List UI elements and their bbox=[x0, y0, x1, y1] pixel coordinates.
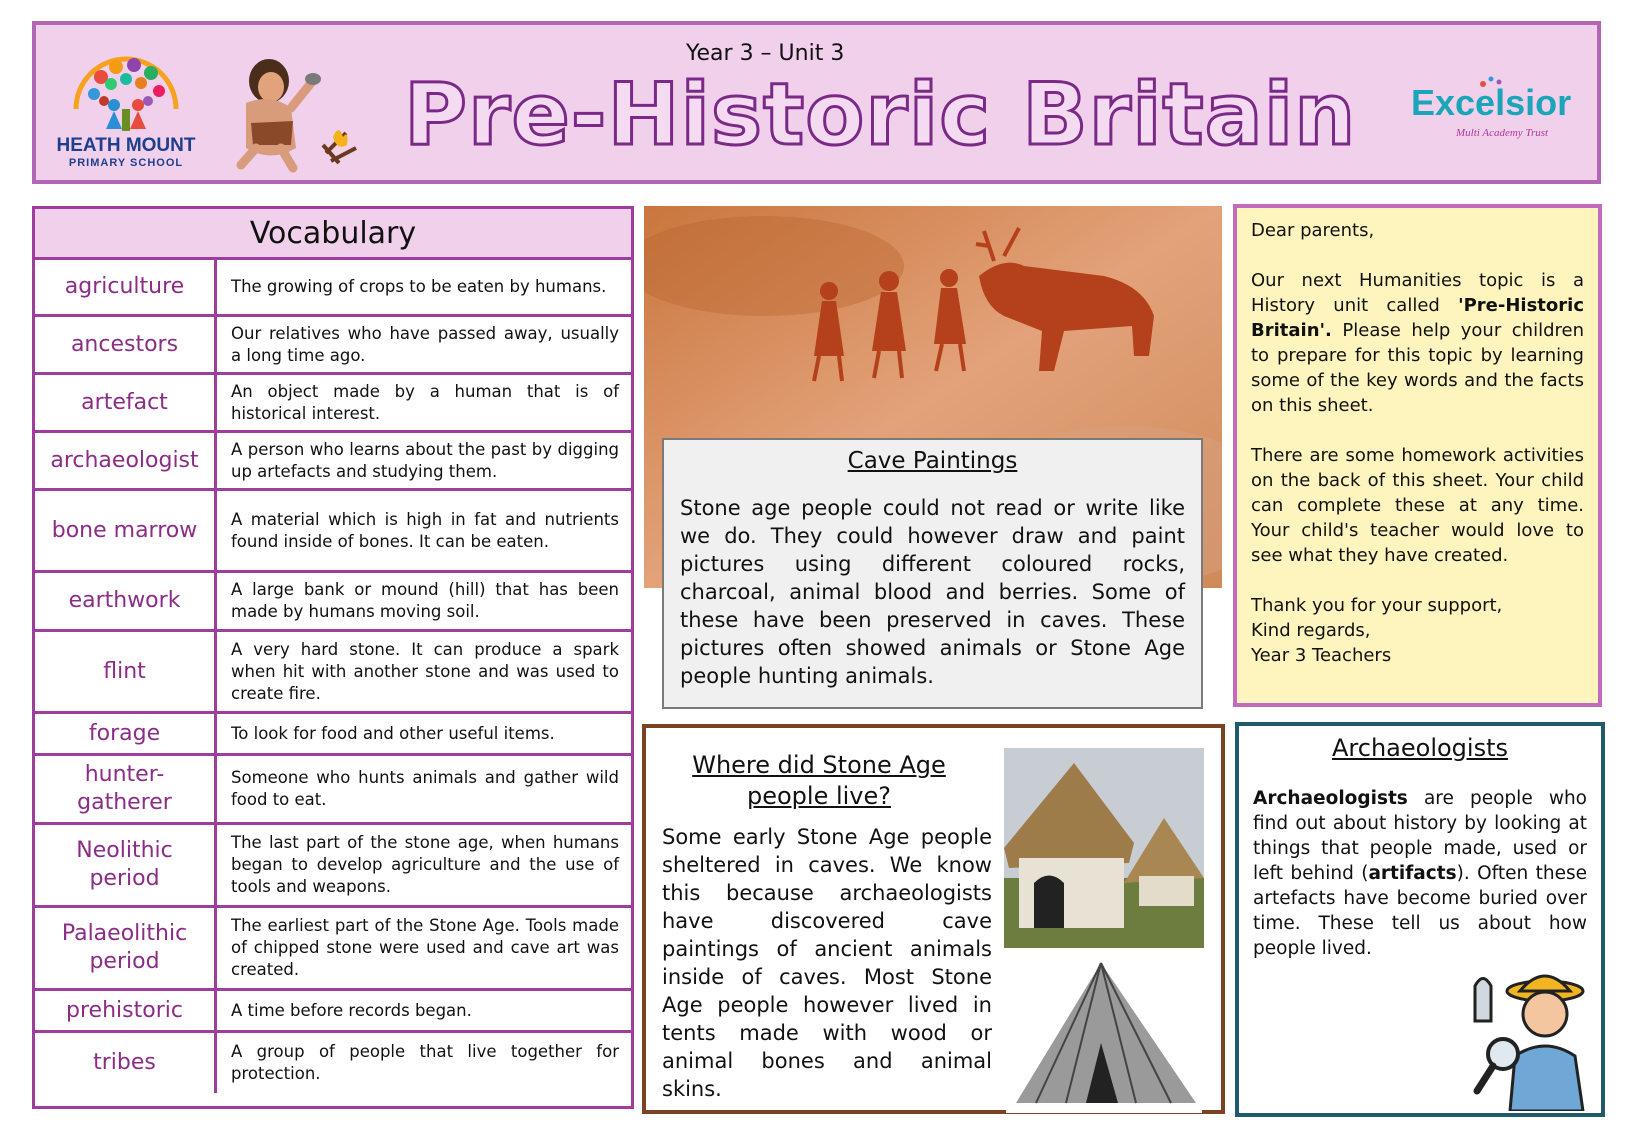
vocab-definition: To look for food and other useful items. bbox=[231, 723, 555, 743]
arch-bold-2: artifacts bbox=[1368, 863, 1457, 884]
letter-closing-1: Thank you for your support, bbox=[1251, 595, 1503, 616]
vocab-term: Neolithic period bbox=[35, 825, 217, 905]
vocab-row bbox=[35, 491, 631, 573]
school-logo-sub: PRIMARY SCHOOL bbox=[68, 157, 184, 169]
vocab-definition: A large bank or mound (hill) that has been made by humans moving soil. bbox=[231, 580, 619, 621]
cave-paintings-title: Cave Paintings bbox=[847, 448, 1018, 474]
caveman-illustration bbox=[211, 53, 366, 173]
vocab-definition: A time before records began. bbox=[231, 1000, 472, 1020]
vocab-definition: An object made by a human that is of historical interest. bbox=[231, 381, 619, 423]
trust-logo bbox=[1411, 70, 1581, 150]
vocabulary-title: Vocabulary bbox=[35, 209, 631, 260]
vocab-term: artefact bbox=[35, 375, 217, 430]
arch-text-2: ). Often these artefacts have become buried over time. These tell us about how people lived. bbox=[1253, 863, 1587, 959]
roundhouse-photo bbox=[1004, 748, 1204, 948]
vocab-definition: Our relatives who have passed away, usually a long time ago. bbox=[231, 323, 619, 365]
vocab-definition: A person who learns about the past by digging up artefacts and studying them. bbox=[231, 439, 619, 481]
vocab-term: Palaeolithic period bbox=[35, 908, 217, 988]
letter-closing-3: Year 3 Teachers bbox=[1251, 645, 1392, 666]
archaeologist-illustration bbox=[1465, 966, 1601, 1111]
tent-drawing bbox=[1006, 953, 1202, 1113]
trust-logo-sub: Multi Academy Trust bbox=[1456, 127, 1549, 139]
vocab-term: bone marrow bbox=[35, 491, 217, 570]
vocab-term: prehistoric bbox=[35, 991, 217, 1030]
vocab-term: hunter-gatherer bbox=[35, 756, 217, 822]
vocab-row bbox=[35, 433, 631, 491]
unit-subtitle: Year 3 – Unit 3 bbox=[686, 41, 845, 66]
vocab-row bbox=[35, 756, 631, 825]
vocab-definition: A material which is high in fat and nutrients found inside of bones. It can be eaten. bbox=[231, 509, 619, 551]
arch-bold-1: Archaeologists bbox=[1253, 788, 1408, 809]
cave-paintings-box bbox=[662, 438, 1203, 709]
vocab-row bbox=[35, 375, 631, 433]
letter-closing-2: Kind regards, bbox=[1251, 620, 1371, 641]
school-logo-name: HEATH MOUNT bbox=[56, 135, 196, 156]
vocab-row bbox=[35, 825, 631, 908]
vocab-definition: The growing of crops to be eaten by humans. bbox=[231, 277, 607, 296]
vocab-definition: The earliest part of the Stone Age. Tools made of chipped stone were used and cave art was created. bbox=[231, 916, 619, 979]
vocab-row bbox=[35, 991, 631, 1033]
letter-para1-c: Please help your children to prepare for this topic by learning some of the key words and the facts on this sheet. bbox=[1251, 320, 1584, 416]
vocab-row bbox=[35, 632, 631, 714]
vocab-definition: The last part of the stone age, when humans began to develop agriculture and the use of tools and weapons. bbox=[231, 833, 619, 896]
vocab-row bbox=[35, 317, 631, 375]
page-title: Pre-Historic Britain bbox=[404, 65, 1357, 165]
school-logo bbox=[56, 39, 196, 174]
stone-age-title: Where did Stone Age people live? bbox=[692, 751, 946, 810]
vocab-row bbox=[35, 1033, 631, 1093]
vocab-row bbox=[35, 260, 631, 317]
vocab-term: forage bbox=[35, 714, 217, 753]
vocab-row bbox=[35, 573, 631, 632]
archaeologists-title: Archaeologists bbox=[1332, 734, 1508, 762]
vocab-term: ancestors bbox=[35, 317, 217, 372]
vocab-term: agriculture bbox=[35, 260, 217, 314]
vocab-row bbox=[35, 714, 631, 756]
letter-unit-name: 'Pre-Historic Britain'. bbox=[1251, 295, 1584, 341]
letter-para1-a: Our next Humanities topic is a History unit called bbox=[1251, 270, 1584, 316]
cave-paintings-text: Stone age people could not read or write like we do. They could however draw and paint pictures using different coloured rocks, charcoal, animal blood and berries. Some of these have been preserved in caves. These pictures often showed animals or Stone Age people hunting animals. bbox=[680, 496, 1185, 688]
stone-age-homes-box bbox=[642, 724, 1225, 1114]
trust-logo-name: Excelsior bbox=[1411, 82, 1572, 123]
letter-greeting: Dear parents, bbox=[1251, 220, 1375, 241]
vocab-definition: A group of people that live together for protection. bbox=[231, 1042, 619, 1083]
archaeologists-box bbox=[1235, 722, 1605, 1117]
vocab-row bbox=[35, 908, 631, 991]
parents-letter bbox=[1233, 204, 1602, 707]
letter-paragraph-1 bbox=[1251, 268, 1584, 418]
vocab-term: earthwork bbox=[35, 573, 217, 629]
stone-age-text: Some early Stone Age people sheltered in caves. We know this because archaeologists have discovered cave paintings of ancient animals inside of caves. Most Stone Age people however lived in tents made with wood or animal bones and animal skins. bbox=[662, 825, 992, 1101]
header-banner bbox=[32, 21, 1601, 184]
vocab-definition: A very hard stone. It can produce a spark when hit with another stone and was used to create fire. bbox=[231, 639, 619, 703]
vocab-definition: Someone who hunts animals and gather wild food to eat. bbox=[231, 768, 619, 809]
vocab-term: archaeologist bbox=[35, 433, 217, 488]
archaeologists-text bbox=[1253, 786, 1587, 961]
vocab-term: tribes bbox=[35, 1033, 217, 1093]
arch-text-1: are people who find out about history by looking at things that people made, used or left behind ( bbox=[1253, 788, 1587, 884]
vocabulary-table bbox=[32, 206, 634, 1109]
vocab-term: flint bbox=[35, 632, 217, 711]
letter-paragraph-2: There are some homework activities on the back of this sheet. Your child can complete these at any time. Your child's teacher would love to see what they have created. bbox=[1251, 445, 1584, 566]
